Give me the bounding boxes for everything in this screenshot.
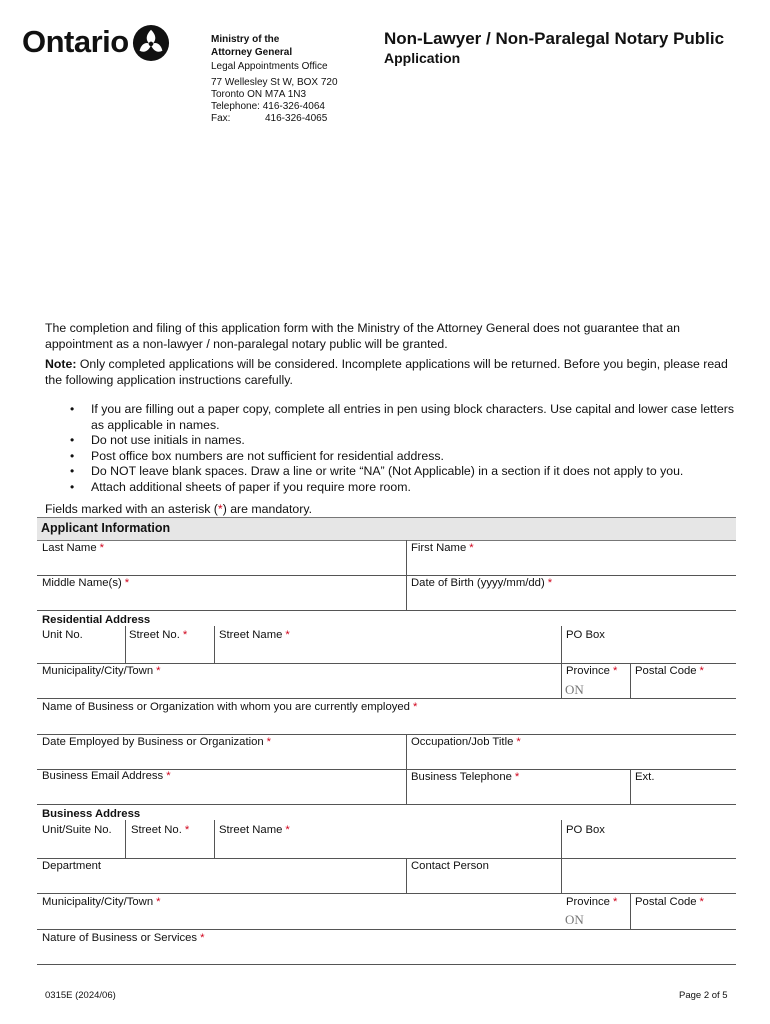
occupation-label: Occupation/Job Title bbox=[411, 736, 514, 748]
office-name: Legal Appointments Office bbox=[211, 61, 328, 72]
mandatory-note bbox=[45, 502, 312, 516]
mandatory-post: ) are mandatory. bbox=[222, 502, 313, 516]
po-box-field[interactable] bbox=[566, 629, 605, 641]
office-fax-value: 416-326-4065 bbox=[265, 113, 328, 124]
street-name-field[interactable] bbox=[219, 629, 290, 641]
extension-field[interactable] bbox=[635, 771, 654, 783]
required-asterisk: * bbox=[266, 736, 272, 748]
page-number: Page 2 of 5 bbox=[679, 990, 728, 1001]
street-no-label: Street No. bbox=[129, 629, 180, 641]
province-field[interactable] bbox=[566, 665, 617, 677]
department-label: Department bbox=[42, 860, 102, 872]
province-value: ON bbox=[565, 682, 584, 697]
col-divider bbox=[630, 663, 631, 698]
date-of-birth-field[interactable] bbox=[411, 577, 552, 589]
business-province-value: ON bbox=[565, 912, 584, 927]
nature-of-business-field[interactable] bbox=[42, 932, 205, 944]
required-asterisk: * bbox=[612, 665, 618, 677]
required-asterisk: * bbox=[514, 771, 520, 783]
note-paragraph bbox=[45, 356, 735, 388]
business-email-field[interactable] bbox=[42, 770, 171, 782]
required-asterisk: * bbox=[200, 932, 205, 944]
instruction-item: • If you are filling out a paper copy, complete all entries in pen using block characters. Use capital and lower case letters as applicable in names. bbox=[70, 402, 740, 433]
contact-person-label: Contact Person bbox=[411, 860, 489, 872]
date-of-birth-label: Date of Birth (yyyy/mm/dd) bbox=[411, 577, 545, 589]
required-asterisk: * bbox=[469, 542, 474, 554]
contact-person-field[interactable] bbox=[411, 860, 489, 872]
business-po-box-field[interactable] bbox=[566, 824, 605, 836]
office-telephone: Telephone: 416-326-4064 bbox=[211, 101, 325, 112]
required-asterisk: * bbox=[285, 629, 290, 641]
date-employed-field[interactable] bbox=[42, 736, 271, 748]
row-divider bbox=[37, 734, 736, 735]
department-field[interactable] bbox=[42, 860, 101, 872]
col-divider bbox=[630, 769, 631, 804]
ministry-line2: Attorney General bbox=[211, 47, 293, 58]
intro-paragraph: The completion and filing of this application form with the Ministry of the Attorney General does not guarantee that an appointment as a non-lawyer / non-paralegal notary public will be granted. bbox=[45, 321, 681, 351]
row-divider bbox=[37, 698, 736, 699]
street-name-label: Street Name bbox=[219, 629, 283, 641]
required-asterisk: * bbox=[547, 577, 553, 589]
street-no-label: Street No. bbox=[131, 824, 182, 836]
employer-name-field[interactable] bbox=[42, 701, 417, 713]
note-label: Note: bbox=[45, 357, 77, 371]
form-code: 0315E (2024/06) bbox=[45, 990, 116, 1001]
first-name-label: First Name bbox=[411, 542, 467, 554]
required-asterisk: * bbox=[156, 665, 161, 677]
required-asterisk: * bbox=[699, 665, 704, 677]
municipality-field[interactable] bbox=[42, 665, 161, 677]
po-box-label: PO Box bbox=[566, 824, 605, 836]
ontario-logo-text: Ontario bbox=[22, 24, 129, 59]
mandatory-asterisk: * bbox=[217, 502, 223, 516]
province-label: Province bbox=[566, 896, 610, 908]
extension-label: Ext. bbox=[635, 771, 655, 783]
nature-of-business-label: Nature of Business or Services bbox=[42, 932, 198, 944]
row-divider bbox=[37, 804, 736, 805]
row-divider bbox=[37, 893, 736, 894]
postal-code-label: Postal Code bbox=[635, 665, 697, 677]
unit-suite-no-label: Unit/Suite No. bbox=[42, 824, 112, 836]
required-asterisk: * bbox=[516, 736, 521, 748]
province-label: Province bbox=[566, 665, 610, 677]
col-divider bbox=[406, 734, 407, 804]
note-text: Only completed applications will be considered. Incomplete applications will be returned. Before you begin, please read the following application instructions carefully. bbox=[45, 357, 728, 387]
business-telephone-field[interactable] bbox=[411, 771, 519, 783]
required-asterisk: * bbox=[412, 701, 418, 713]
col-divider bbox=[561, 626, 562, 698]
municipality-label: Municipality/City/Town bbox=[42, 665, 154, 677]
required-asterisk: * bbox=[612, 896, 618, 908]
col-divider bbox=[630, 893, 631, 929]
required-asterisk: * bbox=[166, 770, 171, 782]
row-divider bbox=[37, 964, 736, 965]
middle-names-field[interactable] bbox=[42, 577, 129, 589]
business-province-field[interactable] bbox=[566, 896, 617, 908]
ministry-line1: Ministry of the bbox=[211, 34, 280, 45]
col-divider bbox=[214, 626, 215, 663]
trillium-logo-icon bbox=[132, 24, 170, 62]
row-divider bbox=[37, 610, 736, 611]
postal-code-label: Postal Code bbox=[635, 896, 697, 908]
occupation-field[interactable] bbox=[411, 736, 521, 748]
mandatory-pre: Fields marked with an asterisk ( bbox=[45, 502, 218, 516]
office-fax-label: Fax: bbox=[211, 113, 231, 124]
business-email-label: Business Email Address bbox=[42, 770, 164, 782]
unit-no-field[interactable] bbox=[42, 629, 83, 641]
postal-code-field[interactable] bbox=[635, 665, 704, 677]
required-asterisk: * bbox=[285, 824, 290, 836]
date-employed-label: Date Employed by Business or Organization bbox=[42, 736, 264, 748]
middle-names-label: Middle Name(s) bbox=[42, 577, 122, 589]
unit-no-label: Unit No. bbox=[42, 629, 83, 641]
required-asterisk: * bbox=[184, 824, 190, 836]
col-divider bbox=[406, 540, 407, 610]
required-asterisk: * bbox=[156, 896, 161, 908]
instruction-item: • Post office box numbers are not sufficient for residential address. bbox=[70, 449, 740, 465]
col-divider bbox=[125, 820, 126, 858]
col-divider bbox=[561, 820, 562, 893]
required-asterisk: * bbox=[99, 542, 105, 554]
ministry-block bbox=[211, 33, 292, 59]
required-asterisk: * bbox=[699, 896, 704, 908]
row-divider bbox=[37, 929, 736, 930]
required-asterisk: * bbox=[124, 577, 130, 589]
business-telephone-label: Business Telephone bbox=[411, 771, 512, 783]
col-divider bbox=[406, 858, 407, 893]
instruction-item: • Do not use initials in names. bbox=[70, 433, 740, 449]
residential-address-heading: Residential Address bbox=[42, 614, 151, 626]
last-name-field[interactable] bbox=[42, 542, 104, 554]
business-postal-code-field[interactable] bbox=[635, 896, 704, 908]
instruction-item: • Attach additional sheets of paper if you require more room. bbox=[70, 480, 740, 496]
instruction-item: • Do NOT leave blank spaces. Draw a line or write “NA” (Not Applicable) in a section if it does not apply to you. bbox=[70, 464, 740, 480]
required-asterisk: * bbox=[182, 629, 188, 641]
col-divider bbox=[125, 626, 126, 663]
instruction-list bbox=[70, 402, 740, 495]
street-name-label: Street Name bbox=[219, 824, 283, 836]
business-address-heading: Business Address bbox=[42, 808, 141, 820]
col-divider bbox=[214, 820, 215, 858]
municipality-label: Municipality/City/Town bbox=[42, 896, 154, 908]
business-municipality-field[interactable] bbox=[42, 896, 161, 908]
business-street-name-field[interactable] bbox=[219, 824, 290, 836]
office-address1: 77 Wellesley St W, BOX 720 bbox=[211, 77, 338, 88]
form-title: Non-Lawyer / Non-Paralegal Notary Public bbox=[384, 29, 725, 48]
unit-suite-no-field[interactable] bbox=[42, 824, 112, 836]
last-name-label: Last Name bbox=[42, 542, 97, 554]
section-title: Applicant Information bbox=[41, 521, 171, 535]
row-divider bbox=[37, 575, 736, 576]
applicant-information-header bbox=[37, 517, 736, 541]
row-divider bbox=[37, 858, 736, 859]
po-box-label: PO Box bbox=[566, 629, 605, 641]
office-address2: Toronto ON M7A 1N3 bbox=[211, 89, 307, 100]
employer-name-label: Name of Business or Organization with whom you are currently employed bbox=[42, 701, 410, 713]
row-divider bbox=[37, 663, 736, 664]
street-no-field[interactable] bbox=[129, 629, 187, 641]
first-name-field[interactable] bbox=[411, 542, 474, 554]
form-subtitle: Application bbox=[384, 50, 461, 66]
business-street-no-field[interactable] bbox=[131, 824, 189, 836]
